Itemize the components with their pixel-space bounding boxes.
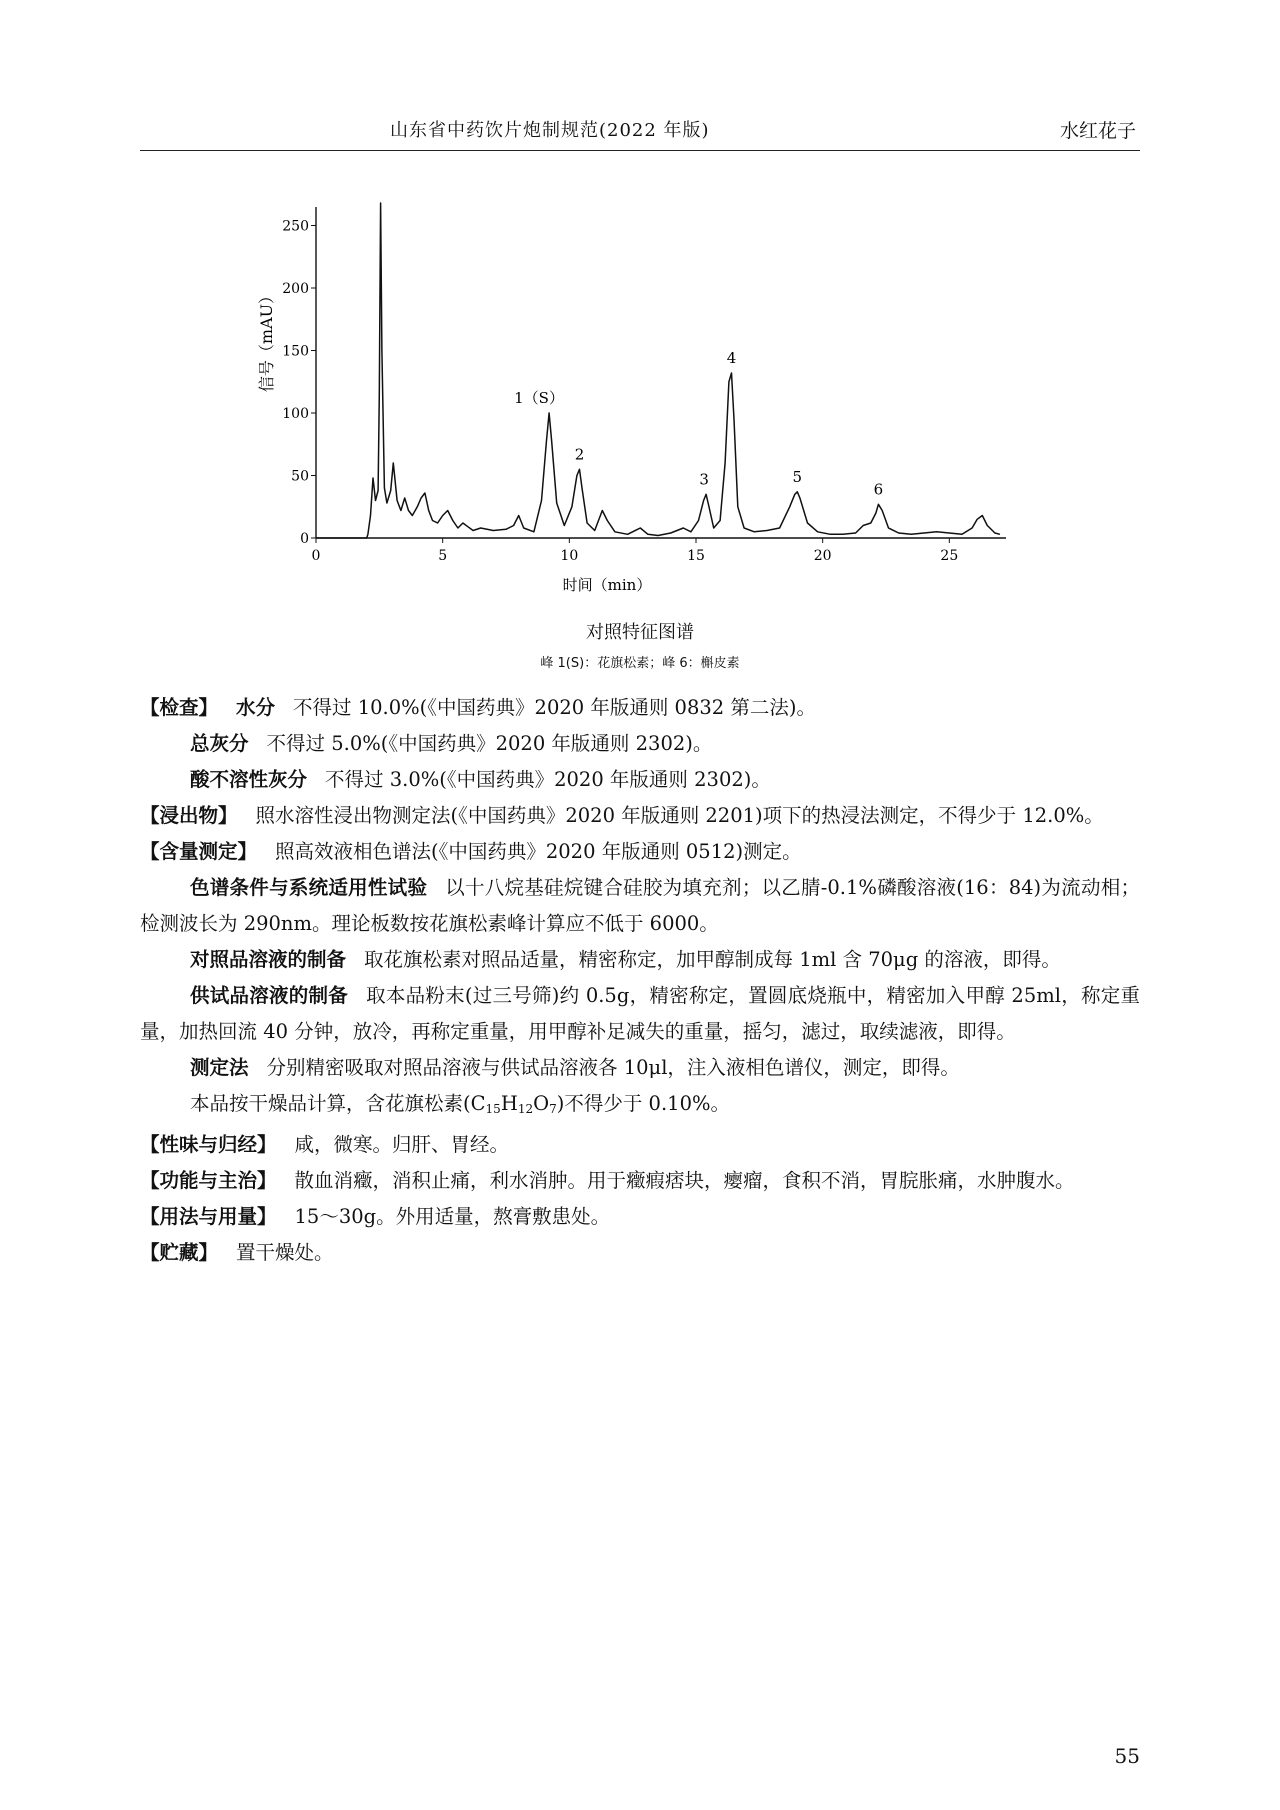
y-tick-label: 0 [300,531,309,547]
y-tick-label: 150 [282,343,309,360]
check-moisture [140,690,1140,726]
book-title: 山东省中药饮片炮制规范(2022 年版) [390,120,710,141]
entry-name: 水红花子 [1059,120,1136,142]
formula-sub-c: 15 [485,1102,501,1116]
x-tick-label: 10 [560,548,579,564]
extract-text: 照水溶性浸出物测定法(《中国药典》2020 年版通则 2201)项下的热浸法测定，不得少于 12.0%。 [255,804,1104,827]
chart-ticks [282,219,958,565]
formula-h: H [500,1092,518,1115]
peak-labels [514,349,883,498]
y-tick-label: 200 [282,281,309,297]
reference-solution-text: 取花旗松素对照品适量，精密称定，加甲醇制成每 1ml 含 70μg 的溶液，即得。 [364,948,1061,971]
subheading-chromatography: 色谱条件与系统适用性试验 [190,876,428,899]
assay-paragraph [140,834,1140,870]
chromatogram-trace [316,203,1000,538]
peak-label-5: 5 [792,467,803,486]
y-tick-label: 250 [282,218,309,235]
monograph-body [140,690,1140,1271]
subheading-moisture: 水分 [236,696,276,719]
subheading-acid-ash: 酸不溶性灰分 [190,768,308,791]
usage-paragraph [140,1199,1140,1235]
nature-text: 咸，微寒。归肝、胃经。 [294,1133,510,1156]
chromatogram-figure [240,195,1020,615]
method-paragraph [140,1050,1140,1086]
total-ash-text: 不得过 5.0%(《中国药典》2020 年版通则 2302)。 [266,732,713,755]
y-axis-label: 信号（mAU） [257,287,276,393]
method-text: 分别精密吸取对照品溶液与供试品溶液各 10μl，注入液相色谱仪，测定，即得。 [266,1056,960,1079]
subheading-sample-solution: 供试品溶液的制备 [190,984,349,1007]
section-heading-storage: 【贮藏】 [140,1241,219,1264]
section-heading-assay: 【含量测定】 [140,840,258,863]
limit-text-pre: 本品按干燥品计算，含花旗松素(C [190,1092,486,1115]
function-paragraph [140,1163,1140,1199]
peak-label-2: 2 [574,445,585,464]
function-text: 散血消癥，消积止痛，利水消肿。用于癥瘕痞块，瘿瘤，食积不消，胃脘胀痛，水肿腹水。 [294,1169,1075,1192]
peak-label-3: 3 [699,470,709,489]
acid-ash-text: 不得过 3.0%(《中国药典》2020 年版通则 2302)。 [325,768,771,791]
chromatogram-chart [240,195,1020,615]
x-tick-label: 25 [940,548,959,564]
formula-sub-h: 12 [517,1102,534,1116]
x-tick-label: 20 [813,548,832,564]
formula-sub-o: 7 [549,1102,557,1116]
figure-subcaption: 峰 1(S)：花旗松素；峰 6：槲皮素 [540,656,740,671]
chromatogram-line-series-0 [316,203,1000,538]
peak-label-4: 4 [726,349,737,367]
subheading-reference-solution: 对照品溶液的制备 [190,948,347,971]
x-axis-label: 时间（min） [562,576,652,594]
section-heading-check: 【检查】 [140,696,219,719]
x-tick-label: 0 [311,548,321,564]
storage-paragraph [140,1235,1140,1271]
section-heading-usage: 【用法与用量】 [140,1205,277,1228]
content-limit-paragraph [140,1086,1140,1127]
chromatography-text: 以十八烷基硅烷键合硅胶为填充剂；以乙腈-0.1%磷酸溶液(16：84)为流动相；检测波长为 290nm。理论板数按花旗松素峰计算应不低于 6000。 [140,876,1140,935]
formula-o: O [533,1092,550,1115]
subheading-method: 测定法 [190,1056,249,1079]
storage-text: 置干燥处。 [236,1241,334,1264]
section-heading-function: 【功能与主治】 [140,1169,277,1192]
reference-solution-paragraph [140,942,1140,978]
peak-label-1: 1（S） [514,389,564,407]
x-tick-label: 5 [438,548,448,564]
nature-paragraph [140,1127,1140,1163]
page-number: 55 [1114,1744,1140,1768]
x-tick-label: 15 [687,548,705,564]
moisture-text: 不得过 10.0%(《中国药典》2020 年版通则 0832 第二法)。 [293,696,816,719]
assay-text: 照高效液相色谱法(《中国药典》2020 年版通则 0512)测定。 [275,840,802,863]
extract-paragraph [140,798,1140,834]
section-heading-extract: 【浸出物】 [140,804,238,827]
limit-text-post: )不得少于 0.10%。 [556,1092,731,1115]
sample-solution-paragraph [140,978,1140,1050]
usage-text: 15～30g。外用适量，熬膏敷患处。 [294,1205,611,1228]
figure-caption: 对照特征图谱 [586,622,694,643]
y-tick-label: 100 [282,406,309,422]
subheading-total-ash: 总灰分 [190,732,249,755]
chromatography-paragraph [140,870,1140,942]
check-total-ash [140,726,1140,762]
running-header [140,108,1140,151]
sample-solution-text: 取本品粉末(过三号筛)约 0.5g，精密称定，置圆底烧瓶中，精密加入甲醇 25ml，称定重量，加热回流 40 分钟，放冷，再称定重量，用甲醇补足减失的重量，摇匀，滤过，取续滤液，即得。 [140,984,1140,1043]
chart-axes [316,207,1006,538]
peak-label-6: 6 [873,480,884,499]
section-heading-nature: 【性味与归经】 [140,1133,277,1156]
check-acid-ash [140,762,1140,798]
y-tick-label: 50 [291,468,309,485]
